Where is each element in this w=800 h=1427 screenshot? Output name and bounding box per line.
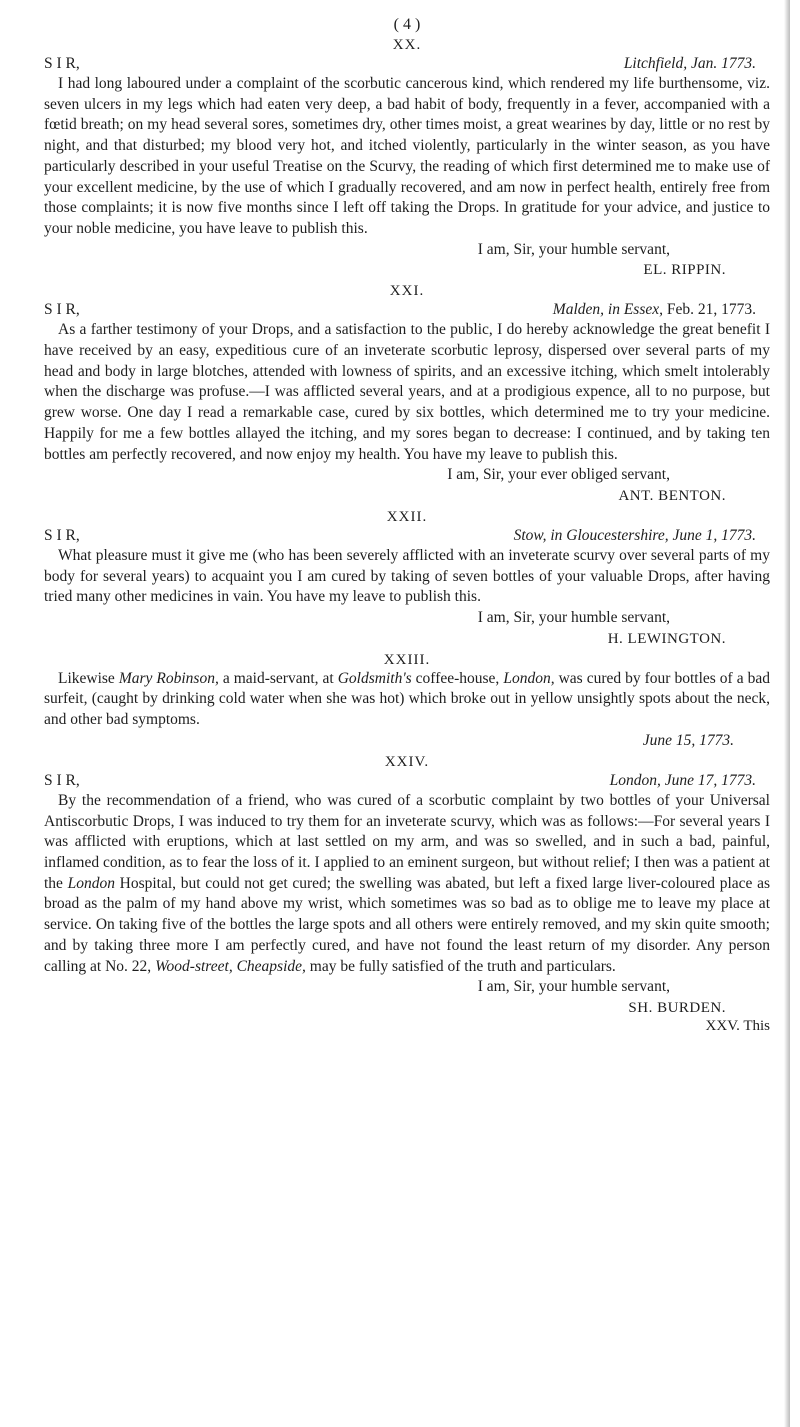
catchword: XXV. This [705, 1017, 770, 1034]
text-end: was cured by four bottles of a bad surfeit, (caught by drinking cold water when she was hot) which broke out in yellow unsightly spots about the neck, and other bad symptoms. [44, 669, 770, 729]
person-name: Mary Robinson, [118, 669, 219, 687]
letter-xxiv [44, 754, 770, 1018]
letter-heading [44, 54, 770, 74]
text-lead: By the recommendation of a friend, who was cured of a scorbutic complaint by two bottles of your Universal Antiscorbutic Drops, I was induced to try them for an inveterate scurvy, which was as follows:—For several years I was afflicted with eruptions, which at last settled on my arm, and was so swelled, and in such a bad, painful, inflamed condition, as to fear the loss of it. I applied to an eminent surgeon, but without relief; I then was a patient at the [44, 791, 770, 892]
salutation: S I R, [44, 771, 80, 789]
salutation: S I R, [44, 526, 80, 544]
date: Jan. 1773. [690, 55, 756, 72]
letter-signature: SH. BURDEN. [628, 999, 726, 1016]
hospital-name: London [67, 874, 115, 892]
text-mid2: coffee-house, [411, 669, 504, 687]
letter-body: I had long laboured under a complaint of the scorbutic cancerous kind, which rendered my life burthensome, viz. seven ulcers in my legs which had eaten very deep, a bad habit of body, frequently in a fever, accompanied with a fœtid breath; on my head several sores, sometimes dry, other times moist, a great wearines by day, little or no rest by night, and that disturbed; my blood very hot, and itched violently, particularly in the winter season, as you have particularly described in your useful Treatise on the Scurvy, the reading of which first determined me to make use of your excellent medicine, by the use of which I gradually recovered, and am now in perfect health, entirely free from those complaints; it is now five months since I left off taking the Drops. In gratitude for your advice, and justice to your noble medicine, you have leave to publish this. [44, 75, 770, 237]
city-name: London, [503, 669, 555, 687]
dateline [624, 54, 756, 74]
letter-body: As a farther testimony of your Drops, and a satisfaction to the public, I do hereby acknowledge the great benefit I have received by an easy, expeditious cure of an inveterate scorbutic leprosy, dispersed over several parts of my head and body in large blotches, attended with lowness of spirits, and an excessive itching, which smelt intolerably when the discharge was profuse.—I was afflicted several years, and at a prodigious expence, all to no purpose, but grew worse. One day I read a remarkable case, cured by six bottles, which determined me to try your medicine. Happily for me a few bottles allayed the itching, and my sores began to decrease: I continued, and by taking ten bottles am perfectly recovered, and now enjoy my health. You have my leave to publish this. [44, 321, 770, 463]
testimonial-xxiii [44, 652, 770, 751]
text-lead: Likewise [58, 669, 119, 687]
letter-signature: EL. RIPPIN. [643, 262, 726, 279]
dateline [514, 526, 756, 546]
letter-xx [44, 37, 770, 280]
letter-numeral: XXIII. [383, 651, 431, 668]
salutation: S I R, [44, 55, 80, 72]
letter-heading [44, 771, 770, 791]
letter-signoff: I am, Sir, your humble servant, [477, 609, 670, 627]
place: Litchfield, [623, 55, 688, 72]
letter-body [44, 791, 770, 977]
date: Feb. 21, 1773. [666, 301, 756, 319]
page-number: ( 4 ) [393, 16, 421, 33]
letter-xxii [44, 509, 770, 649]
date: June 17, 1773. [664, 771, 756, 789]
letter-numeral: XX. [392, 37, 422, 53]
letter-signoff: I am, Sir, your ever obliged servant, [447, 466, 670, 484]
page-edge-shadow [784, 0, 790, 1427]
place: London, [609, 771, 661, 789]
place: Malden, in Essex, [552, 301, 663, 319]
letter-numeral: XXI. [389, 283, 425, 300]
letter-xxi [44, 283, 770, 506]
letter-numeral: XXII. [386, 508, 428, 525]
letter-numeral: XXIV. [384, 753, 430, 770]
dateline [610, 771, 756, 791]
letter-heading [44, 526, 770, 546]
shop-name: Goldsmith's [337, 669, 412, 687]
letter-signoff: I am, Sir, your humble servant, [477, 240, 670, 258]
text-end: may be fully satisfied of the truth and particulars. [305, 957, 616, 975]
text-mid: a maid-servant, at [218, 669, 338, 687]
letter-heading [44, 300, 770, 320]
date: June 1, 1773. [672, 526, 756, 544]
salutation: S I R, [44, 301, 80, 319]
street-address: Wood-street, Cheapside, [155, 957, 306, 975]
letter-body: What pleasure must it give me (who has been severely afflicted with an inveterate scurvy over several parts of my body for several years) to acquaint you I am cured by taking of seven bottles of your valuable Drops, after having tried many other medicines in vain. You have my leave to publish this. [44, 546, 770, 606]
letter-signature: ANT. BENTON. [618, 487, 726, 504]
text-mid: Hospital, but could not get cured; the swelling was abated, but left a fixed large liver-coloured place as broad as the palm of my hand above my wrist, which sometimes was so bad as to oblige me to leave my place at service. On taking five of the bottles the large spots and all others were entirely removed, and my skin quite smooth; and by taking three more I am perfectly cured, and have not found the least return of my disorder. Any person calling at No. 22, [44, 874, 770, 975]
letter-signature: H. LEWINGTON. [607, 630, 726, 647]
dateline [553, 300, 756, 320]
testimonial-body [44, 669, 770, 731]
place: Stow, in Gloucestershire, [513, 526, 669, 544]
letter-signoff: I am, Sir, your humble servant, [477, 978, 670, 996]
testimonial-date: June 15, 1773. [642, 731, 734, 749]
